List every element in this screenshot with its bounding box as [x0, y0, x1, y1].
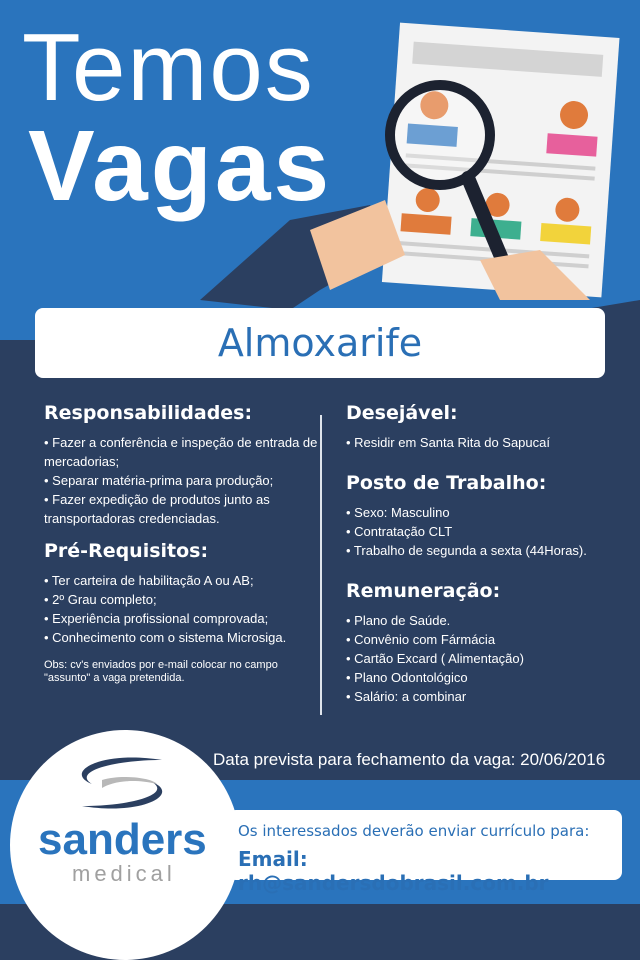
contact-instruction: Os interessados deverão enviar currículo para:: [238, 822, 590, 840]
left-column: [44, 402, 324, 697]
list-item: • Sexo: Masculino: [346, 505, 450, 520]
list-item: • 2º Grau completo;: [44, 592, 157, 607]
list-item: • Separar matéria-prima para produção;: [44, 473, 274, 488]
headline-vagas: Vagas: [28, 110, 333, 222]
section-posto: [346, 472, 626, 560]
job-title: Almoxarife: [35, 308, 605, 378]
section-responsabilidades: [44, 402, 324, 528]
right-column: [346, 402, 626, 718]
list-item: • Fazer a conferência e inspeção de entrada de mercadorias;: [44, 435, 318, 469]
list-item: • Plano de Saúde.: [346, 613, 451, 628]
contact-email[interactable]: Email: rh@sandersdobrasil.com.br: [238, 847, 549, 895]
section-title: Posto de Trabalho:: [346, 472, 547, 494]
list-item: • Trabalho de segunda a sexta (44Horas).: [346, 543, 587, 558]
obs-note: Obs: cv's enviados por e-mail colocar no campo "assunto" a vaga pretendida.: [44, 659, 278, 684]
contact-box: [228, 810, 622, 895]
sanders-logo-icon: [62, 752, 182, 814]
list-item: • Conhecimento com o sistema Microsiga.: [44, 630, 287, 645]
section-desejavel: [346, 402, 626, 452]
section-pre-requisitos: [44, 540, 324, 685]
logo-subtext: medical: [72, 861, 176, 886]
list-item: • Salário: a combinar: [346, 689, 467, 704]
closing-date: Data prevista para fechamento da vaga: 20/06/2016: [213, 750, 606, 769]
section-title: Desejável:: [346, 402, 458, 424]
list-item: • Residir em Santa Rita do Sapucaí: [346, 435, 550, 450]
magnifier-icon: [390, 85, 490, 185]
list-item: • Experiência profissional comprovada;: [44, 611, 269, 626]
list-item: • Plano Odontológico: [346, 670, 468, 685]
headline-temos: Temos: [22, 14, 315, 121]
list-item: • Contratação CLT: [346, 524, 453, 539]
column-divider: [320, 415, 322, 715]
list-item: • Cartão Excard ( Alimentação): [346, 651, 524, 666]
section-title: Remuneração:: [346, 580, 501, 602]
recruitment-illustration: [200, 20, 640, 320]
list-item: • Convênio com Fármácia: [346, 632, 496, 647]
section-remuneracao: [346, 580, 626, 706]
section-title: Responsabilidades:: [44, 402, 253, 424]
list-item: • Ter carteira de habilitação A ou AB;: [44, 573, 254, 588]
logo-text: sanders: [38, 815, 207, 864]
list-item: • Fazer expedição de produtos junto as transportadoras credenciadas.: [44, 492, 270, 526]
section-title: Pré-Requisitos:: [44, 540, 209, 562]
